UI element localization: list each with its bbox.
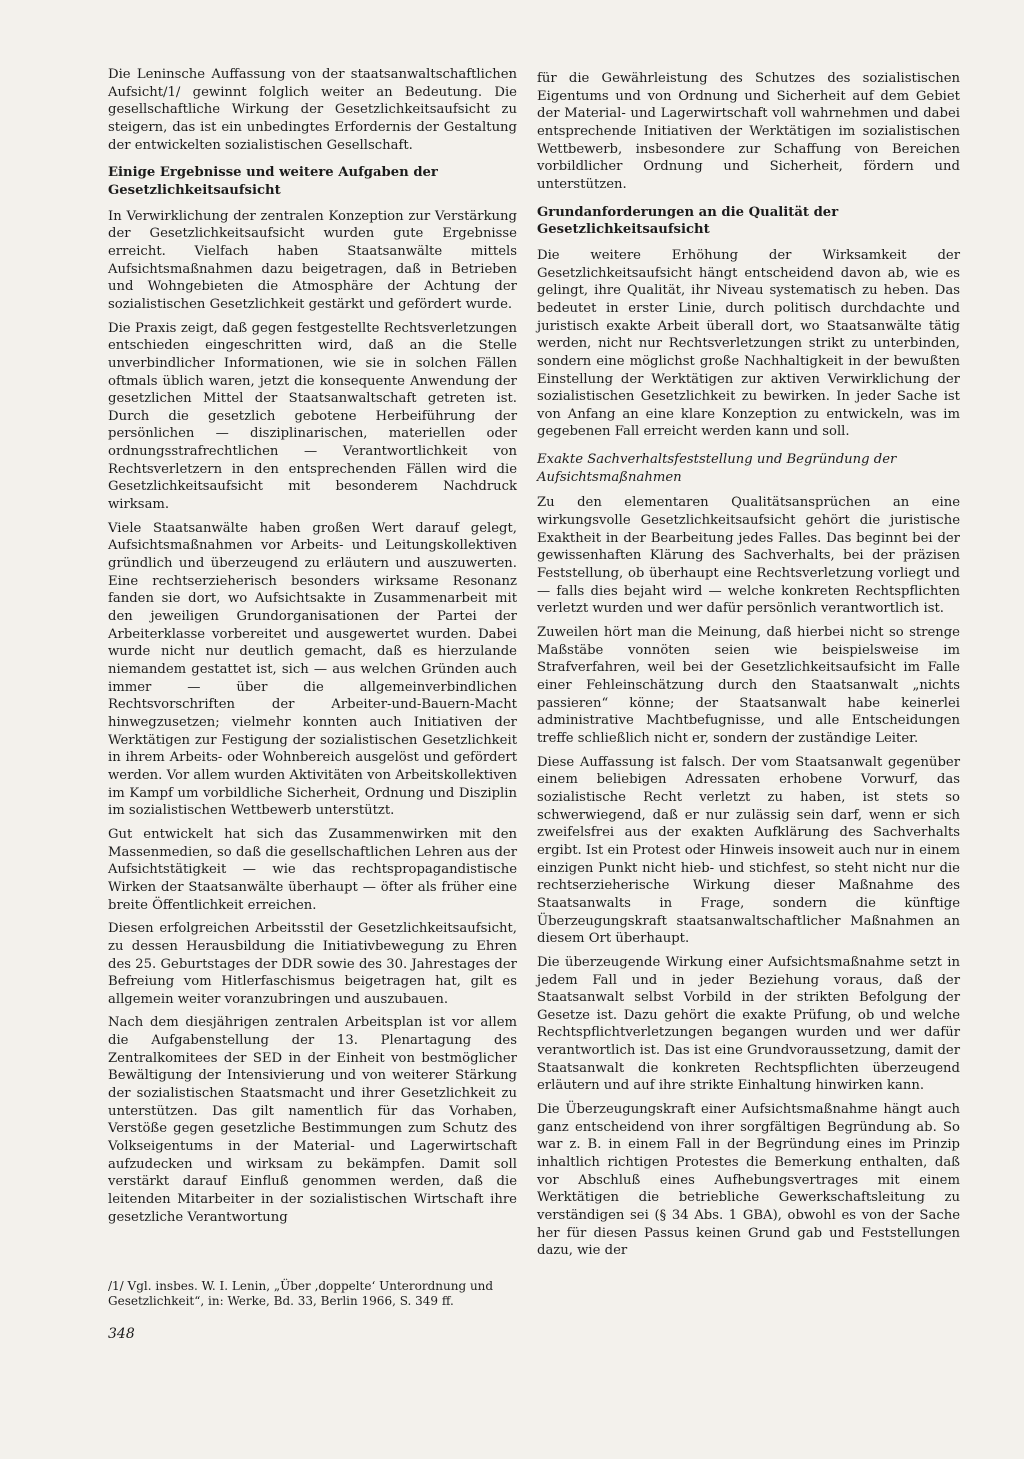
paragraph: Die Überzeugungskraft einer Aufsichtsmaßnahme hängt auch ganz entscheidend von ihrer sorgfältigen Begründung ab. So war z. B. in einem Fall in der Begründung eines im Prinzip inhaltlich richtigen Protestes die Bemerkung enthalten, daß vor Abschluß eines Aufhebungsvertrages mit einem Werktätigen die betriebliche Gewerkschaftsleitung zu verständigen sei (§ 34 Abs. 1 GBA), obwohl es von der Sache her für diesen Passus keinen Grund gab und Feststellungen dazu, wie der: [537, 1102, 960, 1259]
paragraph: für die Gewährleistung des Schutzes des sozialistischen Eigentums und von Ordnung und Sicherheit auf dem Gebiet der Material- und Lagerwirtschaft voll wahrnehmen und dabei entsprechende Initiativen der Werktätigen im sozialistischen Wettbewerb, insbesondere zur Schaffung von Bereichen vorbildlicher Ordnung und Sicherheit, fördern und unterstützen.: [537, 71, 960, 192]
paragraph: Diesen erfolgreichen Arbeitsstil der Gesetzlichkeitsaufsicht, zu dessen Herausbildung die Initiativbewegung zu Ehren des 25. Geburtstages der DDR sowie des 30. Jahrestages der Befreiung vom Hitlerfaschismus beigetragen hat, gilt es allgemein weiter voranzubringen und auszubauen.: [108, 921, 517, 1007]
paragraph: Die Praxis zeigt, daß gegen festgestellte Rechtsverletzungen entschieden eingeschritten wird, daß an die Stelle unverbindlicher Informationen, wie sie in solchen Fällen oftmals üblich waren, jetzt die konsequente Anwendung der gesetzlichen Mittel der Staatsanwaltschaft getreten ist. Durch die gesetzlich gebotene Herbeiführung der persönlichen — disziplinarischen, materiellen oder ordnungsstrafrechtlichen — Verantwortlichkeit von Rechtsverletzern in den entsprechenden Fällen wird die Gesetzlichkeitsaufsicht mit besonderem Nachdruck wirksam.: [108, 320, 517, 513]
paragraph: Die überzeugende Wirkung einer Aufsichtsmaßnahme setzt in jedem Fall und in jeder Beziehung voraus, daß der Staatsanwalt selbst Vorbild in der strikten Befolgung der Gesetze ist. Dazu gehört die exakte Prüfung, ob und welche Rechtspflichtverletzungen begangen wurden und wer dafür verantwortlich ist. Das ist eine Grundvoraussetzung, damit der Staatsanwalt die konkreten Rechtspflichten überzeugend erläutern und auf ihre strikte Einhaltung hinwirken kann.: [537, 954, 960, 1094]
paragraph: Zuweilen hört man die Meinung, daß hierbei nicht so strenge Maßstäbe vonnöten seien wie beispielsweise im Strafverfahren, weil bei der Gesetzlichkeitsaufsicht im Falle einer Fehleinschätzung durch den Staatsanwalt „nichts passieren“ könne; der Staatsanwalt habe keinerlei administrative Machtbefugnisse, und alle Entscheidungen treffe schließlich nicht er, sondern der zuständige Leiter.: [537, 625, 960, 746]
section-heading: Einige Ergebnisse und weitere Aufgaben der Gesetzlichkeitsaufsicht: [108, 165, 438, 198]
paragraph: Die weitere Erhöhung der Wirksamkeit der Gesetzlichkeitsaufsicht hängt entscheidend davon ab, wie es gelingt, ihre Qualität, ihr Niveau systematisch zu heben. Das bedeutet in erster Linie, durch politisch durchdachte und juristisch exakte Arbeit überall dort, wo Staatsanwälte tätig werden, nicht nur Rechtsverletzungen strikt zu unterbinden, sondern eine möglichst große Nachhaltigkeit in der bewußten Einstellung der Werktätigen zur aktiven Verwirklichung der sozialistischen Gesetzlichkeit zu bewirken. In jeder Sache ist von Anfang an eine klare Konzeption zu entwickeln, was im gegebenen Fall erreicht werden kann und soll.: [537, 247, 960, 440]
paragraph: Die Leninsche Auffassung von der staatsanwaltschaftlichen Aufsicht/1/ gewinnt folglich weiter an Bedeutung. Die gesellschaftliche Wirkung der Gesetzlichkeitsaufsicht zu steigern, das ist ein unbedingtes Erfordernis der Gestaltung der entwickelten sozialistischen Gesellschaft.: [108, 67, 517, 153]
section-heading: Grundanforderungen an die Qualität der Gesetzlichkeitsaufsicht: [537, 204, 839, 238]
page-number: 348: [108, 1326, 135, 1342]
paragraph: Nach dem diesjährigen zentralen Arbeitsplan ist vor allem die Aufgabenstellung der 13. Plenartagung des Zentralkomitees der SED in der Einheit von bestmöglicher Bewältigung der Intensivierung und von weiterer Stärkung der sozialistischen Staatsmacht und ihrer Gesetzlichkeit zu unterstützen. Das gilt namentlich für das Vorhaben, Verstöße gegen gesetzliche Bestimmungen zum Schutz des Volkseigentums in der Material- und Lagerwirtschaft aufzudecken und wirksam zu bekämpfen. Damit soll verstärkt darauf Einfluß genommen werden, daß die leitenden Mitarbeiter in der sozialistischen Wirtschaft ihre gesetzliche Verantwortung: [108, 1015, 517, 1225]
paragraph: Diese Auffassung ist falsch. Der vom Staatsanwalt gegenüber einem beliebigen Adressaten erhobene Vorwurf, das sozialistische Recht verletzt zu haben, ist stets so schwerwiegend, daß er nur zulässig sein darf, wenn er sich zweifelsfrei aus der exakten Aufklärung des Sachverhalts ergibt. Ist ein Protest oder Hinweis insoweit auch nur in einem einzigen Punkt nicht hieb- und stichfest, so steht nicht nur die rechtserzieherische Wirkung dieser Maßnahme des Staatsanwalts in Frage, sondern die künftige Überzeugungskraft staatsanwaltschaftlicher Maßnahmen an diesem Ort überhaupt.: [537, 754, 960, 947]
right-column: [537, 70, 960, 1266]
paragraph: Zu den elementaren Qualitätsansprüchen an eine wirkungsvolle Gesetzlichkeitsaufsicht gehört die juristische Exaktheit in der Bearbeitung jedes Falles. Das beginnt bei der gewissenhaften Klärung des Sachverhalts, bei der präzisen Feststellung, ob überhaupt eine Rechtsverletzung vorliegt und — falls dies bejaht wird — welche konkreten Rechtspflichten verletzt wurden und wer dafür persönlich verantwortlich ist.: [537, 495, 960, 617]
left-column: [108, 66, 517, 1232]
subsection-heading: Exakte Sachverhaltsfeststellung und Begründung der Aufsichtsmaßnahmen: [537, 452, 897, 485]
footnote: /1/ Vgl. insbes. W. I. Lenin, „Über ‚doppelte‘ Unterordnung und Gesetzlichkeit“, in: Werke, Bd. 33, Berlin 1966, S. 349 ff.: [108, 1279, 494, 1308]
paragraph: In Verwirklichung der zentralen Konzeption zur Verstärkung der Gesetzlichkeitsaufsicht wurden gute Ergebnisse erreicht. Vielfach haben Staatsanwälte mittels Aufsichtsmaßnahmen dazu beigetragen, daß in Betrieben und Wohngebieten die Atmosphäre der Achtung der sozialistischen Gesetzlichkeit gestärkt und gefördert wurde.: [108, 208, 517, 312]
paragraph: Gut entwickelt hat sich das Zusammenwirken mit den Massenmedien, so daß die gesellschaftlichen Lehren aus der Aufsichtstätigkeit — wie das rechtspropagandistische Wirken der Staatsanwälte überhaupt — öfter als früher eine breite Öffentlichkeit erreichen.: [108, 826, 517, 913]
paragraph: Viele Staatsanwälte haben großen Wert darauf gelegt, Aufsichtsmaßnahmen vor Arbeits- und Leitungskollektiven gründlich und überzeugend zu erläutern und auszuwerten. Eine rechtserzieherisch besonders wirksame Resonanz fanden sie dort, wo Aufsichtsakte in Zusammenarbeit mit den jeweiligen Grundorganisationen der Partei der Arbeiterklasse vorbereitet und ausgewertet wurden. Dabei wurde nicht nur deutlich gemacht, daß es hierzulande niemandem gestattet ist, sich — aus welchen Gründen auch immer — über die allgemeinverbindlichen Rechtsvorschriften der Arbeiter-und-Bauern-Macht hinwegzusetzen; vielmehr konnten auch Initiativen der Werktätigen zur Festigung der sozialistischen Gesetzlichkeit in ihrem Arbeits- oder Wohnbereich ausgelöst und gefördert werden. Vor allem wurden Aktivitäten von Arbeitskollektiven im Kampf um vorbildliche Sicherheit, Ordnung und Disziplin im sozialistischen Wettbewerb unterstützt.: [108, 520, 517, 819]
